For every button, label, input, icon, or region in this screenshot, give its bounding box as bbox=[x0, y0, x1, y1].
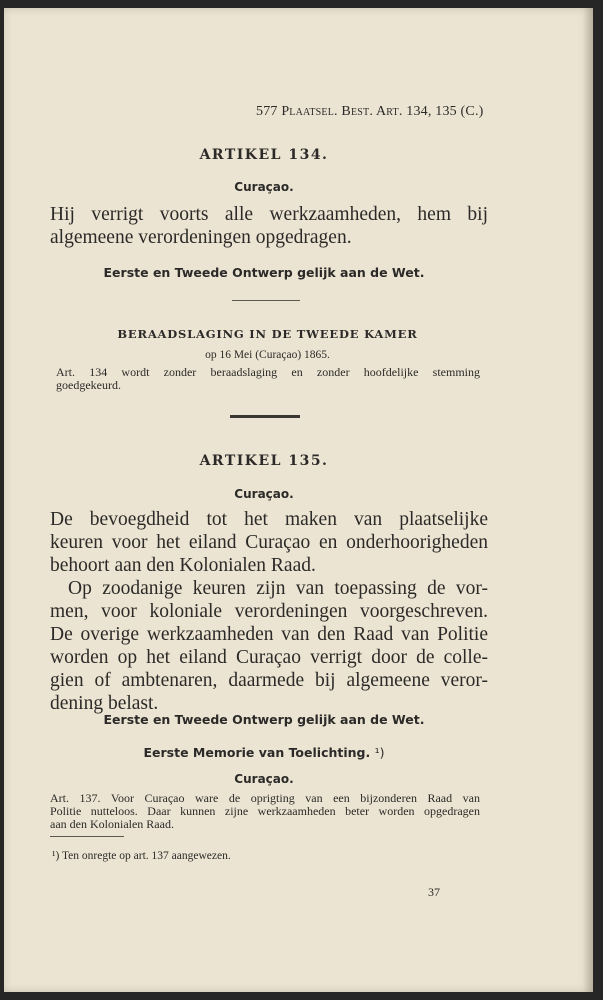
debate-line: Art. 134 wordt zonder beraadslaging en zonder hoofdelijke stemming bbox=[56, 365, 480, 379]
article-134-title: ARTIKEL 134. bbox=[199, 147, 329, 163]
book-page bbox=[4, 8, 593, 992]
debate-line: goedgekeurd. bbox=[56, 378, 121, 392]
running-header bbox=[256, 104, 484, 120]
article-135-draft-note: Eerste en Tweede Ontwerp gelijk aan de Wet. bbox=[103, 712, 425, 727]
header-title: Plaatsel. Best. Art. 134, 135 (C.) bbox=[281, 104, 484, 119]
article-135-line: De overige werkzaamheden van den Raad van Politie bbox=[50, 624, 488, 645]
debate-text bbox=[56, 366, 480, 392]
article-134-line: Hij verrigt voorts alle werkzaamheden, hem bij bbox=[50, 204, 488, 225]
article-135-line: gien of ambtenaren, daarmede bij algemeene veror- bbox=[50, 670, 488, 691]
article-135-line: behoort aan den Kolonialen Raad. bbox=[50, 555, 316, 576]
header-number: 577 bbox=[256, 104, 278, 119]
memorie-place: Curaçao. bbox=[234, 772, 294, 786]
memorie-line: Art. 137. Voor Curaçao ware de oprigting van een bijzonderen Raad van bbox=[50, 791, 480, 805]
article-135-title: ARTIKEL 135. bbox=[199, 453, 329, 469]
article-134-draft-note: Eerste en Tweede Ontwerp gelijk aan de Wet. bbox=[103, 265, 425, 280]
memorie-footnote-ref: ¹) bbox=[374, 745, 385, 760]
article-135-place: Curaçao. bbox=[234, 487, 294, 501]
page-number: 37 bbox=[428, 885, 440, 899]
article-135-line: keuren voor het eiland Curaçao en onderhoorigheden bbox=[50, 532, 488, 553]
article-135-line: dening belast. bbox=[50, 693, 159, 714]
memorie-text bbox=[50, 792, 480, 831]
footnote bbox=[52, 850, 231, 862]
debate-title: BERAADSLAGING IN DE TWEEDE KAMER bbox=[117, 327, 418, 341]
memorie-heading bbox=[4, 745, 524, 760]
footnote-marker: ¹) bbox=[52, 850, 60, 862]
article-134-line: algemeene verordeningen opgedragen. bbox=[50, 227, 352, 248]
article-135-line: Op zoodanige keuren zijn van toepassing de vor- bbox=[68, 578, 488, 599]
article-134-text bbox=[50, 203, 488, 249]
memorie-line: aan den Kolonialen Raad. bbox=[50, 817, 174, 831]
divider-thick bbox=[230, 415, 300, 418]
article-134-place: Curaçao. bbox=[234, 180, 294, 194]
memorie-line: Politie nutteloos. Daar kunnen zijne werkzaamheden beter worden opgedragen bbox=[50, 804, 480, 818]
article-135-line: De bevoegdheid tot het maken van plaatselijke bbox=[50, 509, 488, 530]
article-135-line: worden op het eiland Curaçao verrigt door de colle- bbox=[50, 647, 488, 668]
footnote-rule bbox=[50, 836, 124, 837]
debate-date: op 16 Mei (Curaçao) 1865. bbox=[205, 349, 330, 361]
article-135-text bbox=[50, 508, 488, 715]
divider-thin bbox=[232, 300, 300, 301]
memorie-title: Eerste Memorie van Toelichting. bbox=[143, 745, 371, 760]
article-135-line: men, voor koloniale verordeningen voorgeschreven. bbox=[50, 601, 488, 622]
page-edge-shadow bbox=[583, 8, 593, 992]
footnote-text: Ten onregte op art. 137 aangewezen. bbox=[61, 850, 231, 862]
